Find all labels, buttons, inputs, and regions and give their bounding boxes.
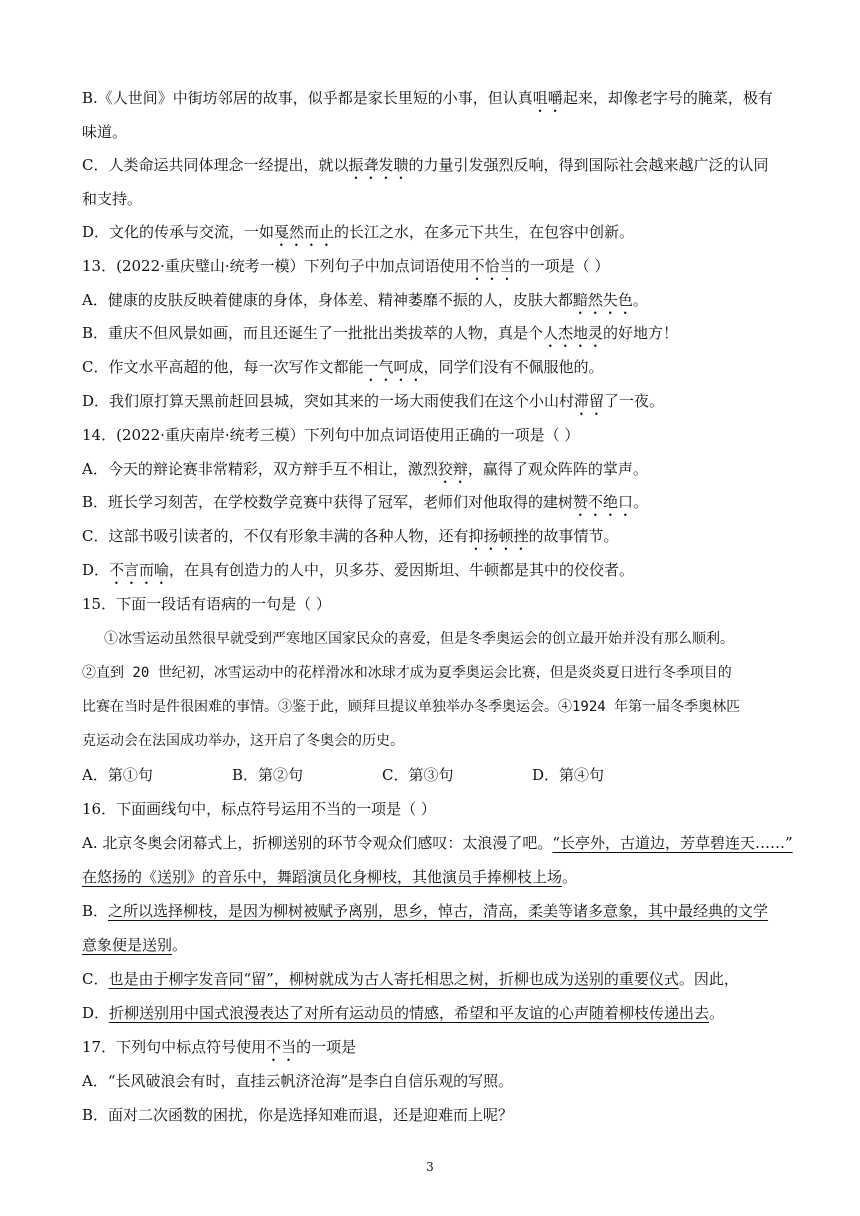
q15-passage-line-3: 比赛在当时是件很困难的事情。③鉴于此，顾拜旦提议单独举办冬季奥运会。④1924 年第一届冬季奥林匹 <box>82 699 741 715</box>
q12-option-b: B.《人世间》中街坊邻居的故事，似乎都是家长里短的小事，但认真咀嚼起来，却像老字号的腌菜，极有 <box>82 89 773 107</box>
q14-option-d: D．不言而喻，在具有创造力的人中，贝多芬、爱因斯坦、牛顿都是其中的佼佼者。 <box>82 561 635 579</box>
q14-option-b: B．班长学习刻苦，在学校数学竞赛中获得了冠军，老师们对他取得的建树赞不绝口。 <box>82 493 649 511</box>
q12-option-c: C．人类命运共同体理念一经提出，就以振聋发聩的力量引发强烈反响，得到国际社会越来越广泛的认同 <box>82 156 769 174</box>
q13-stem: 13．(2022·重庆璧山·统考一模）下列句子中加点词语使用不恰当的一项是（ ） <box>82 257 610 275</box>
q16-option-c: C．也是由于柳字发音同“留”，柳树就成为古人寄托相思之树，折柳也成为送别的重要仪式。因此， <box>82 970 739 988</box>
q12-option-b-cont: 味道。 <box>82 123 128 141</box>
q16-stem: 16．下面画线句中，标点符号运用不当的一项是（ ） <box>82 800 436 818</box>
q13-option-a: A．健康的皮肤反映着健康的身体，身体差、精神萎靡不振的人，皮肤大都黯然失色。 <box>82 291 648 309</box>
q16-option-d: D．折柳送别用中国式浪漫表达了对所有运动员的情感，希望和平友谊的心声随着柳枝传递出去。 <box>82 1004 725 1022</box>
q15-option-b: B．第②句 <box>232 766 304 784</box>
q16-option-a-cont: 在悠扬的《送别》的音乐中，舞蹈演员化身柳枝，其他演员手捧柳枝上场。 <box>82 868 578 886</box>
page-number: 3 <box>426 1160 434 1174</box>
q16-option-b-cont: 意象便是送别。 <box>82 936 188 954</box>
q15-passage-line-1: ①冰雪运动虽然很早就受到严寒地区国家民众的喜爱，但是冬季奥运会的创立最开始并没有那么顺利。 <box>104 631 734 647</box>
q12-option-d: D．文化的传承与交流，一如戛然而止的长江之水，在多元下共生，在包容中创新。 <box>82 223 635 241</box>
q13-option-c: C．作文水平高超的他，每一次写作文都能一气呵成，同学们没有不佩服他的。 <box>82 358 604 376</box>
q16-option-a: A. 北京冬奥会闭幕式上，折柳送别的环节令观众们感叹：太浪漫了吧。“长亭外，古道边，芳草碧连天……” <box>82 834 793 852</box>
q15-option-a: A．第①句 <box>82 766 153 784</box>
q17-stem: 17．下列句中标点符号使用不当的一项是 <box>82 1038 357 1056</box>
q15-passage-line-4: 克运动会在法国成功举办，这开启了冬奥会的历史。 <box>82 733 404 749</box>
q13-option-b: B．重庆不但风景如画，而且还诞生了一批批出类拔萃的人物，真是个人杰地灵的好地方！ <box>82 324 679 342</box>
q16-option-b: B．之所以选择柳枝，是因为柳树被赋予离别，思乡，悼古，清高，柔美等诸多意象，其中最经典的文学 <box>82 902 769 920</box>
q15-option-c: C．第③句 <box>382 766 454 784</box>
q17-option-a: A．“长风破浪会有时，直挂云帆济沧海”是李白自信乐观的写照。 <box>82 1072 514 1090</box>
q15-passage-line-2: ②直到 20 世纪初，冰雪运动中的花样滑冰和冰球才成为夏季奥运会比赛，但是炎炎夏日进行冬季项目的 <box>82 665 732 681</box>
q14-option-a: A．今天的辩论赛非常精彩，双方辩手互不相让，激烈狡辩，赢得了观众阵阵的掌声。 <box>82 460 648 478</box>
q13-option-d: D．我们原打算天黑前赶回县城，突如其来的一场大雨使我们在这个小山村滞留了一夜。 <box>82 392 665 410</box>
q14-stem: 14．(2022·重庆南岸·统考三模）下列句中加点词语使用正确的一项是（ ） <box>82 426 580 444</box>
q15-stem: 15．下面一段话有语病的一句是（ ） <box>82 595 331 613</box>
q12-option-c-cont: 和支持。 <box>82 190 143 208</box>
q14-option-c: C．这部书吸引读者的，不仅有形象丰满的各种人物，还有抑扬顿挫的故事情节。 <box>82 527 619 545</box>
q17-option-b: B．面对二次函数的困扰，你是选择知难而退，还是迎难而上呢？ <box>82 1106 514 1124</box>
q15-option-d: D．第④句 <box>532 766 605 784</box>
